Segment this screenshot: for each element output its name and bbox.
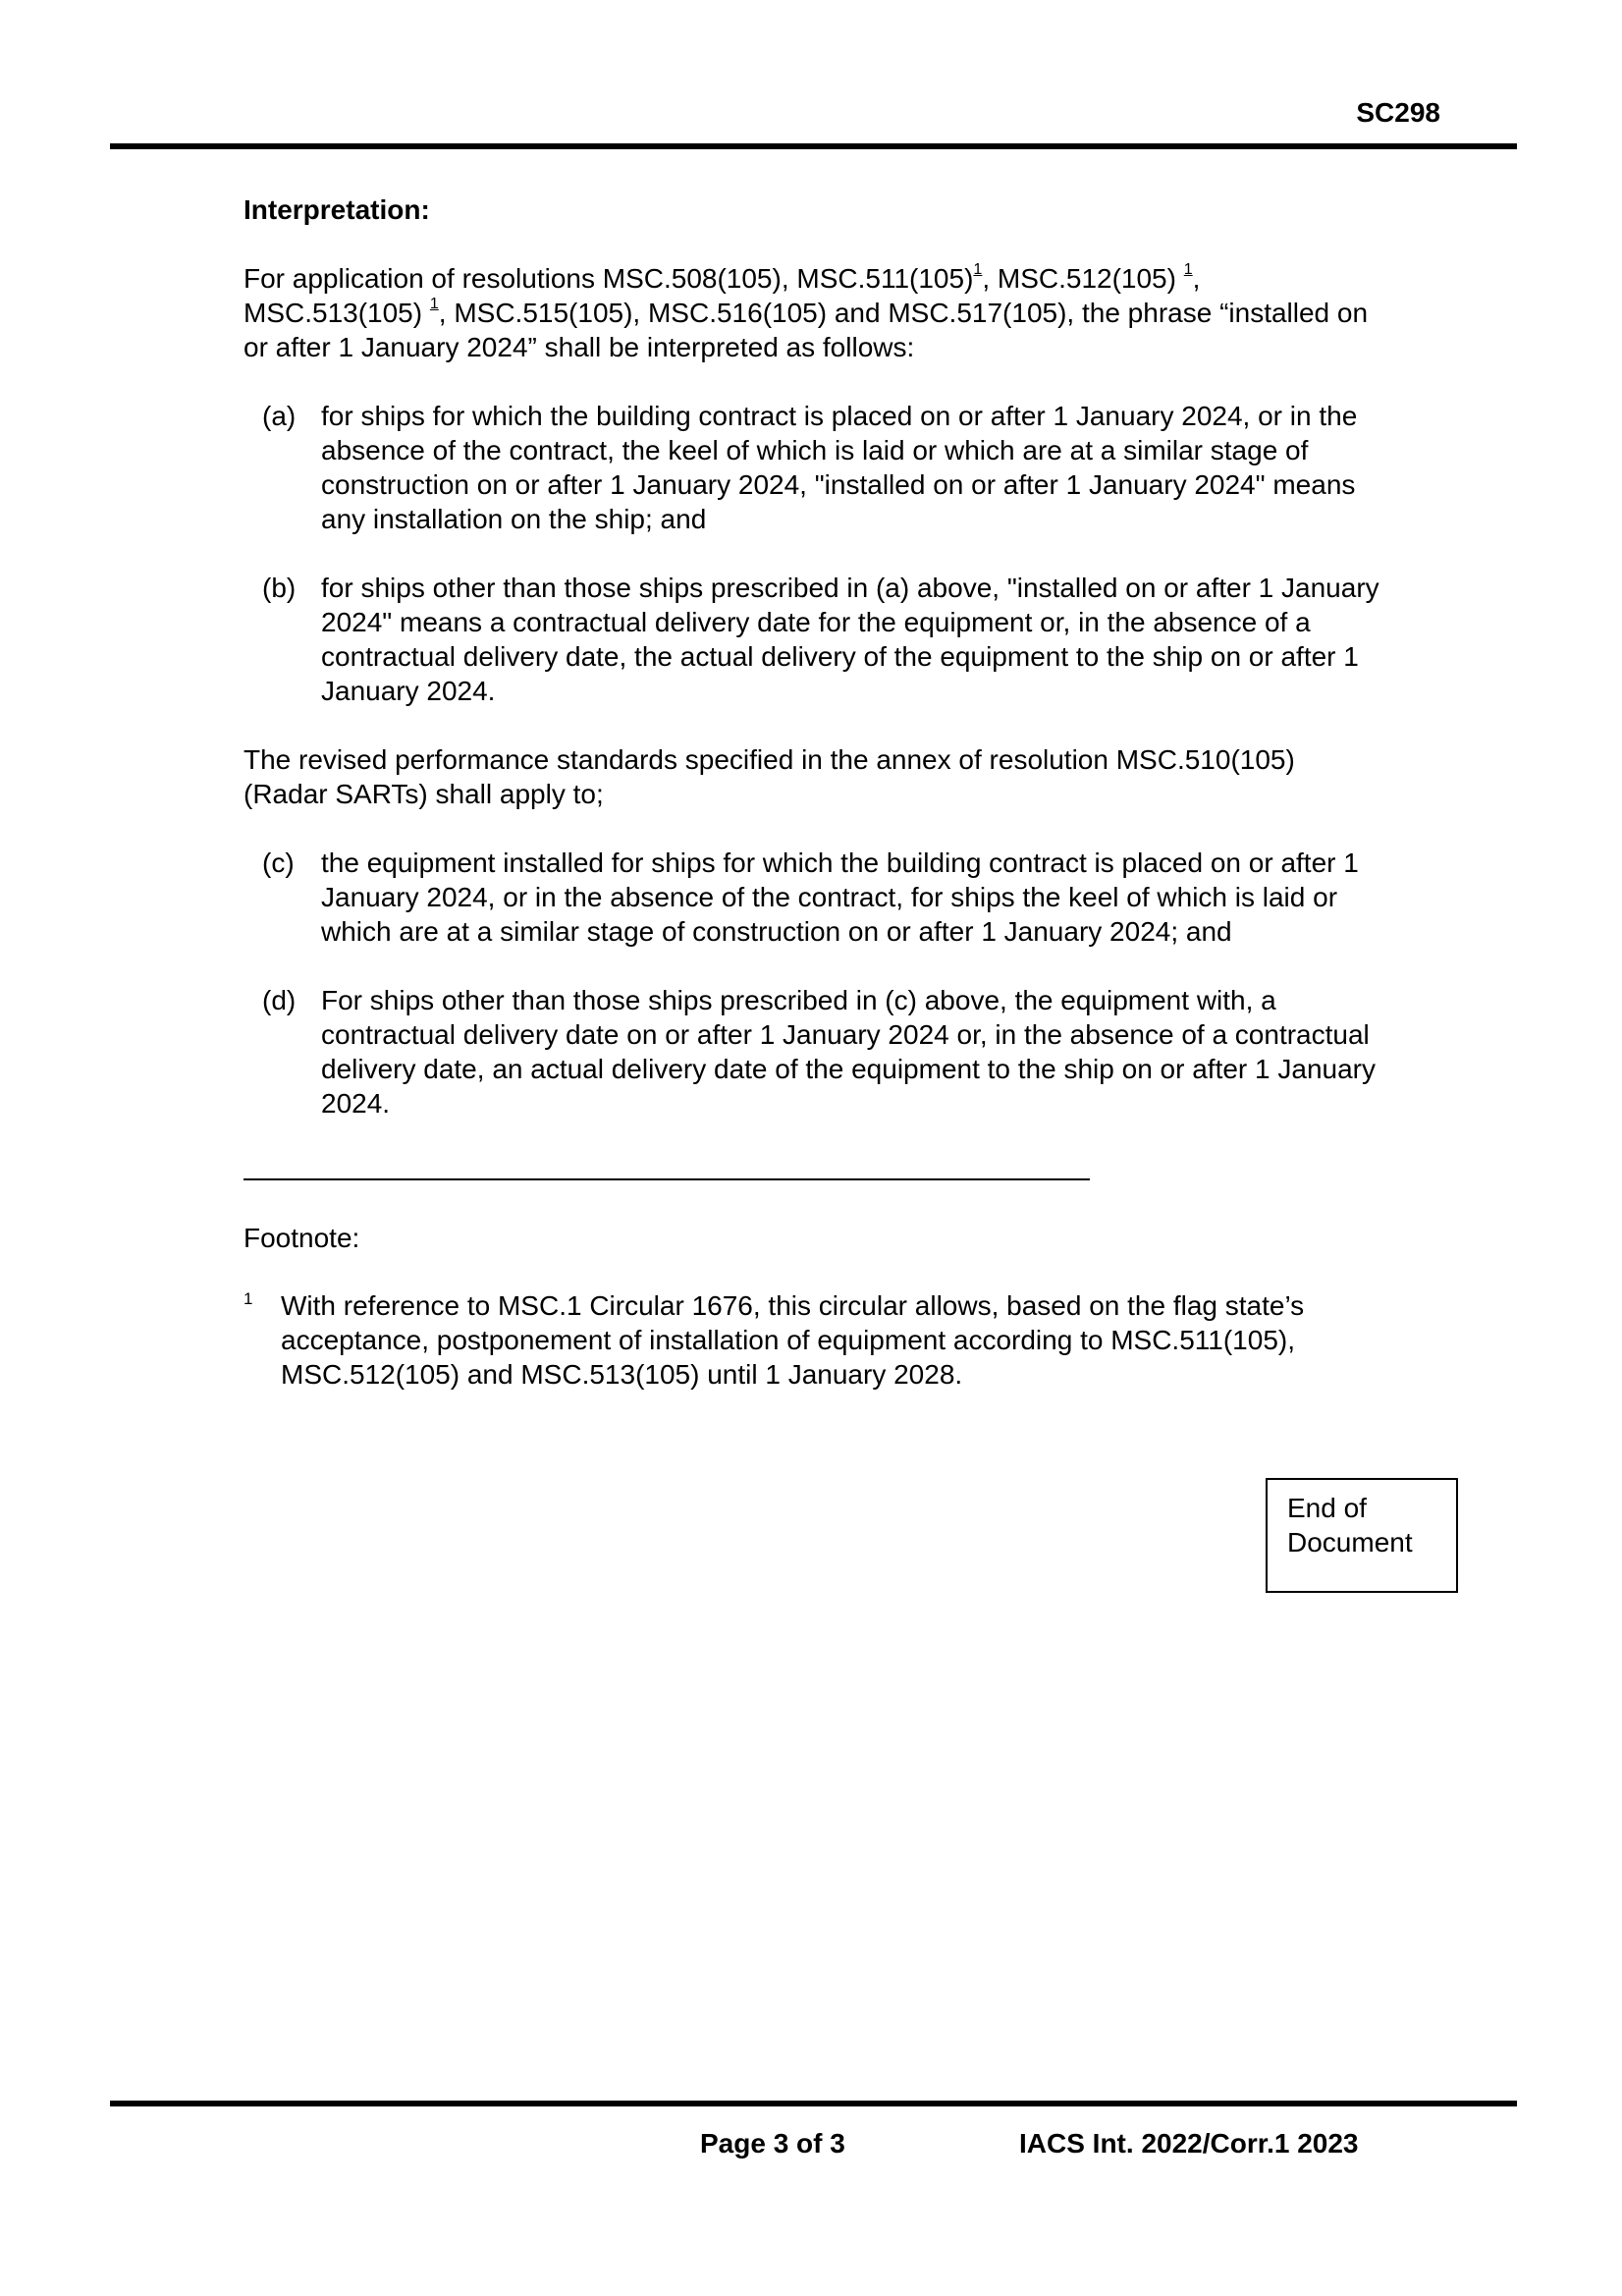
intro-paragraph — [243, 261, 1481, 364]
section-heading: Interpretation: — [243, 194, 430, 225]
footnote-separator — [243, 1178, 1090, 1180]
list-text: for ships other than those ships prescribed in (a) above, "installed on or after 1 January 2024" means a contractual delivery date for the equipment or, in the absence of a contractual delivery date, the actual delivery of the equipment to the ship on or after 1 January 2024. — [321, 573, 1379, 706]
list-item-d — [243, 983, 1481, 1121]
list-item-b — [243, 571, 1481, 708]
document-code: SC298 — [1356, 97, 1440, 128]
document-reference: IACS Int. 2022/Corr.1 2023 — [1019, 2128, 1359, 2159]
footnote-ref[interactable]: 1 — [429, 295, 439, 312]
list-item-a — [243, 399, 1481, 536]
list-text: for ships for which the building contract is placed on or after 1 January 2024, or in the absence of the contract, the keel of which is laid or which are at a similar stage of construction on or after 1 January 2024, "installed on or after 1 January 2024" means any installation on the ship; and — [321, 401, 1358, 534]
list-text: the equipment installed for ships for which the building contract is placed on or after 1 January 2024, or in the absence of the contract, for ships the keel of which is laid or which are at a similar stage of construction on or after 1 January 2024; and — [321, 847, 1359, 947]
header-rule — [110, 143, 1517, 149]
list-label: (c) — [262, 847, 295, 878]
footnote-1 — [243, 1288, 1471, 1392]
intro-line-2: MSC.513(105) $^1$, MSC.515(105), MSC.516(105) and MSC.517(105), the phrase “installed on — [243, 295, 1369, 328]
document-body — [243, 192, 1481, 1155]
footnote-ref[interactable]: 1 — [973, 260, 983, 278]
footer-rule — [110, 2101, 1517, 2106]
end-of-document-box: End of Document — [1266, 1478, 1458, 1593]
list-label: (b) — [262, 573, 297, 603]
page-number: Page 3 of 3 — [700, 2128, 845, 2159]
revised-standards-paragraph: The revised performance standards specified in the annex of resolution MSC.510(105) (Radar SARTs) shall apply to; — [243, 744, 1295, 809]
list-text: For ships other than those ships prescribed in (c) above, the equipment with, a contractual delivery date on or after 1 January 2024 or, in the absence of a contractual delivery date, an actual delivery date of the equipment to the ship on or after 1 January 2024. — [321, 985, 1376, 1119]
list-label: (a) — [262, 401, 297, 431]
intro-line-3: or after 1 January 2024” shall be interpreted as follows: — [243, 332, 915, 362]
footnote-text: With reference to MSC.1 Circular 1676, this circular allows, based on the flag state’s acceptance, postponement of installation of equipment according to MSC.511(105), MSC.512(105) and MSC.513(105) until 1 January 2028. — [281, 1290, 1305, 1390]
footnote-ref[interactable]: 1 — [1183, 260, 1193, 278]
intro-line-1: For application of resolutions MSC.508(105), MSC.511(105)$^1$, MSC.512(105) $^1$, — [243, 260, 1201, 294]
footnote-title: Footnote: — [243, 1223, 360, 1253]
list-label: (d) — [262, 985, 297, 1015]
footnote-number: 1 — [243, 1289, 253, 1308]
list-item-c — [243, 846, 1481, 949]
